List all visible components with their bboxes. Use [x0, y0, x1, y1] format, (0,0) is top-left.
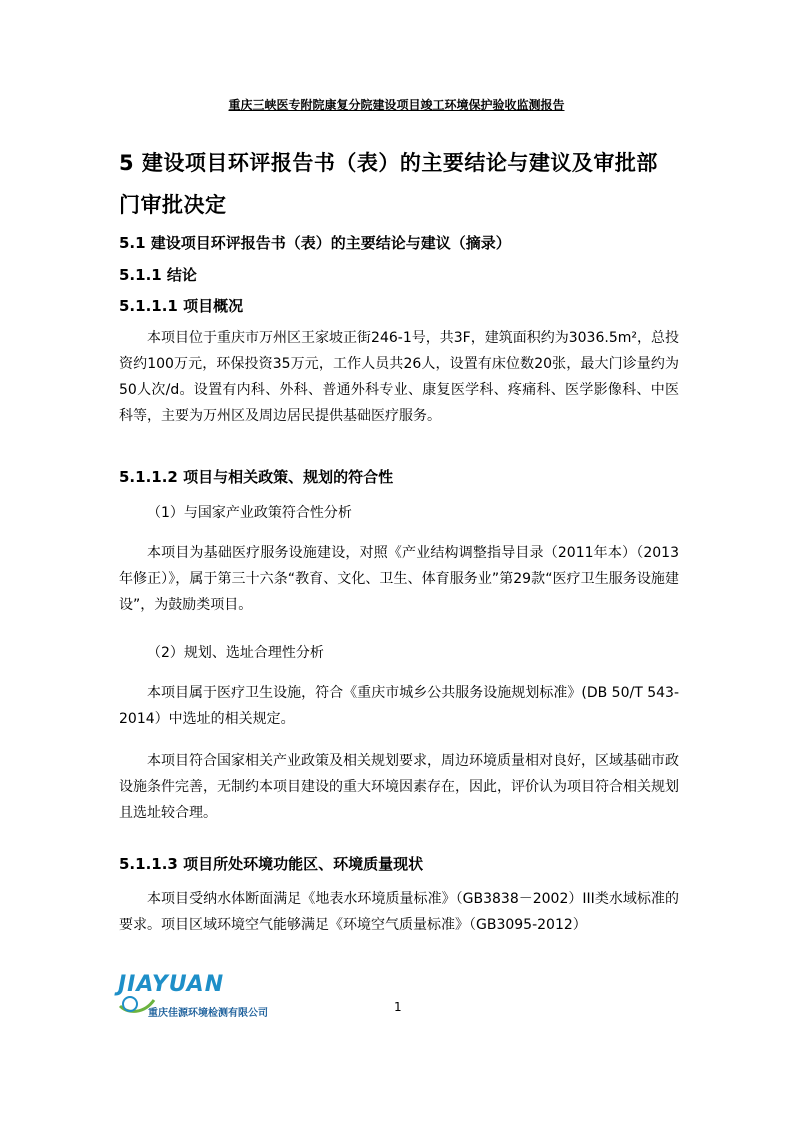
page-number: 1: [394, 1000, 402, 1014]
paragraph-policy: 本项目为基础医疗服务设施建设，对照《产业结构调整指导目录（2011年本）（2013年修正）》，属于第三十六条“教育、文化、卫生、体育服务业”第29款“医疗卫生服务设施建设”，为鼓励类项目。: [119, 545, 679, 613]
section-heading-5-1-1-3: 5.1.1.3 项目所处环境功能区、环境质量现状: [119, 855, 424, 873]
logo-company-name: 重庆佳源环境检测有限公司: [148, 1008, 268, 1019]
section-heading-5-1-1-1: 5.1.1.1 项目概况: [119, 297, 244, 315]
company-logo: [118, 972, 278, 1018]
paragraph-environment: 本项目受纳水体断面满足《地表水环境质量标准》（GB3838－2002）III类水域标准的要求。项目区域环境空气能够满足《环境空气质量标准》（GB3095-2012）: [119, 891, 679, 933]
section-heading-5-1: 5.1 建设项目环评报告书（表）的主要结论与建议（摘录）: [119, 234, 511, 252]
section-heading-5-1-1-2: 5.1.1.2 项目与相关政策、规划的符合性: [119, 468, 394, 486]
chapter-heading: 5 建设项目环评报告书（表）的主要结论与建议及审批部门审批决定: [119, 151, 658, 217]
paragraph-planning-2: 本项目符合国家相关产业政策及相关规划要求，周边环境质量相对良好，区域基础市政设施条件完善，无制约本项目建设的重大环境因素存在，因此，评价认为项目符合相关规划且选址较合理。: [119, 753, 679, 821]
paragraph-planning-1: 本项目属于医疗卫生设施，符合《重庆市城乡公共服务设施规划标准》(DB 50/T 543-2014）中选址的相关规定。: [119, 685, 679, 727]
running-header: 重庆三峡医专附院康复分院建设项目竣工环境保护验收监测报告: [228, 98, 565, 112]
subheading-policy: （1）与国家产业政策符合性分析: [147, 505, 352, 521]
logo-wordmark: JIAYUAN: [118, 972, 225, 997]
subheading-planning: （2）规划、选址合理性分析: [147, 645, 324, 661]
paragraph-overview: 本项目位于重庆市万州区王家坡正街246-1号，共3F，建筑面积约为3036.5m²，总投资约100万元，环保投资35万元，工作人员共26人，设置有床位数20张，最大门诊量约为50人次/d。设置有内科、外科、普通外科专业、康复医学科、疼痛科、医学影像科、中医科等，主要为万州区及周边居民提供基础医疗服务。: [119, 330, 679, 424]
section-heading-5-1-1: 5.1.1 结论: [119, 266, 197, 284]
